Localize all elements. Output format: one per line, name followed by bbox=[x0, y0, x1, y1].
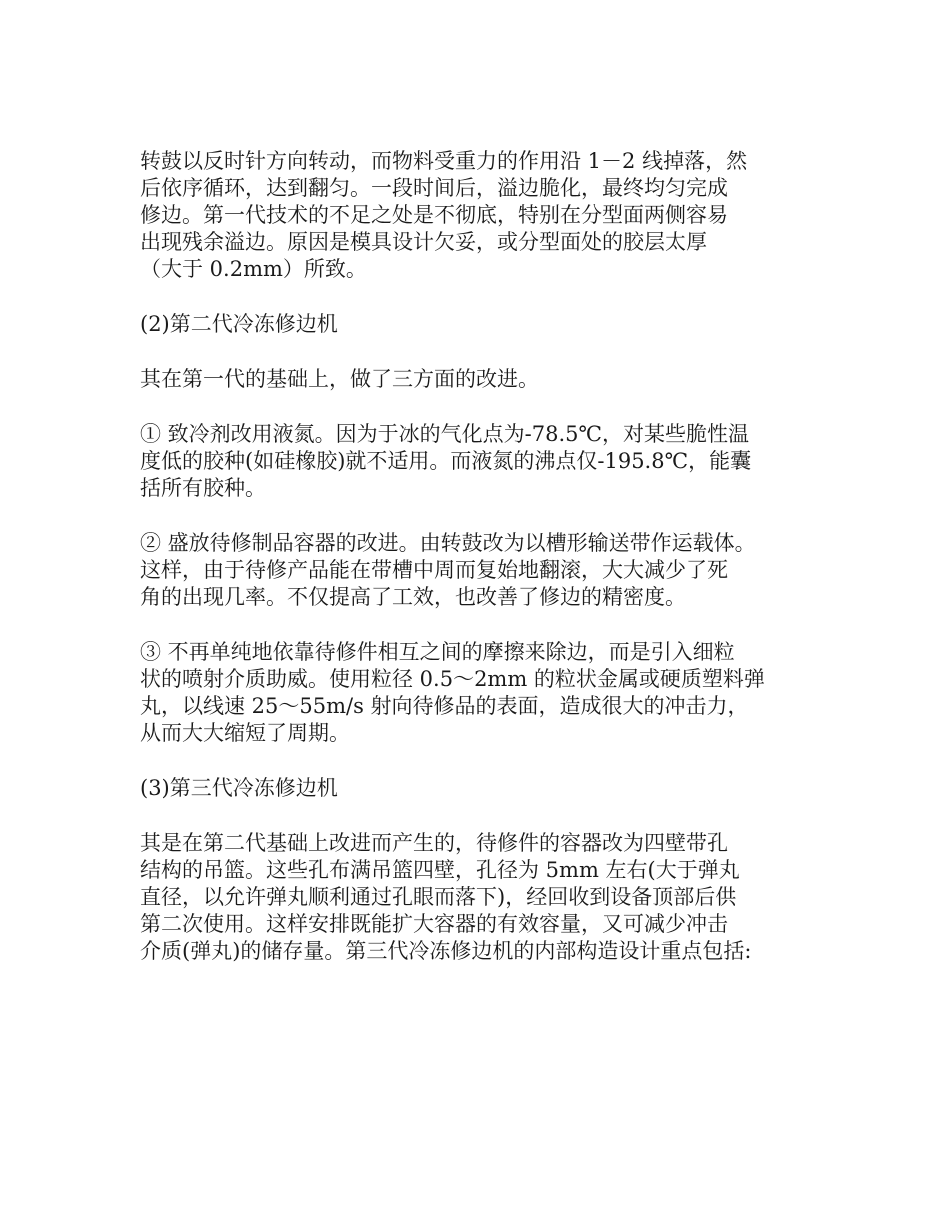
text-line: 结构的吊篮。这些孔布满吊篮四壁，孔径为 5mm 左右(大于弹丸 bbox=[140, 858, 740, 882]
paragraph-gap bbox=[140, 393, 840, 421]
text-line: 直径，以允许弹丸顺利通过孔眼而落下)，经回收到设备顶部后供 bbox=[140, 885, 737, 909]
text-line: 丸，以线速 25～55m/s 射向待修品的表面，造成很大的冲击力， bbox=[140, 694, 749, 718]
text-line: 这样，由于待修产品能在带槽中周而复始地翻滚，大大减少了死 bbox=[140, 558, 728, 582]
text-line: 后依序循环，达到翻匀。一段时间后，溢边脆化，最终均匀完成 bbox=[140, 176, 728, 200]
list-item-container-improvement bbox=[140, 530, 840, 611]
paragraph-gap bbox=[140, 338, 840, 366]
paragraph-improvements-intro: 其在第一代的基础上，做了三方面的改进。 bbox=[140, 367, 539, 391]
paragraph-basket-design bbox=[140, 830, 840, 965]
paragraph-gap bbox=[140, 502, 840, 530]
paragraph-drum-process bbox=[140, 148, 840, 283]
text-line: ③ 不再单纯地依靠待修件相互之间的摩擦来除边，而是引入细粒 bbox=[140, 640, 735, 664]
text-line: 角的出现几率。不仅提高了工效，也改善了修边的精密度。 bbox=[140, 585, 686, 609]
list-item-liquid-nitrogen bbox=[140, 421, 840, 502]
paragraph-gap bbox=[140, 283, 840, 311]
text-line: 其是在第二代基础上改进而产生的，待修件的容器改为四壁带孔 bbox=[140, 831, 728, 855]
list-item-blasting-media bbox=[140, 639, 840, 747]
paragraph-gap bbox=[140, 802, 840, 830]
text-line: 出现残余溢边。原因是模具设计欠妥，或分型面处的胶层太厚 bbox=[140, 230, 707, 254]
section-heading-third-gen: (3)第三代冷冻修边机 bbox=[140, 776, 338, 800]
section-heading-second-gen: (2)第二代冷冻修边机 bbox=[140, 312, 338, 336]
text-line: 括所有胶种。 bbox=[140, 476, 266, 500]
text-line: 状的喷射介质助威。使用粒径 0.5～2mm 的粒状金属或硬质塑料弹 bbox=[140, 667, 765, 691]
text-line: ② 盛放待修制品容器的改进。由转鼓改为以槽形输送带作运载体。 bbox=[140, 531, 756, 555]
text-line: 修边。第一代技术的不足之处是不彻底，特别在分型面两侧容易 bbox=[140, 203, 728, 227]
text-line: （大于 0.2mm）所致。 bbox=[140, 257, 367, 281]
text-line: 转鼓以反时针方向转动，而物料受重力的作用沿 1－2 线掉落，然 bbox=[140, 149, 748, 173]
paragraph-gap bbox=[140, 611, 840, 639]
text-line: 第二次使用。这样安排既能扩大容器的有效容量，又可减少冲击 bbox=[140, 912, 728, 936]
document-body bbox=[140, 148, 840, 965]
paragraph-gap bbox=[140, 747, 840, 775]
text-line: ① 致冷剂改用液氮。因为于冰的气化点为-78.5℃，对某些脆性温 bbox=[140, 422, 750, 446]
text-line: 介质(弹丸)的储存量。第三代冷冻修边机的内部构造设计重点包括: bbox=[140, 939, 752, 963]
text-line: 度低的胶种(如硅橡胶)就不适用。而液氮的沸点仅-195.8℃，能囊 bbox=[140, 449, 752, 473]
text-line: 从而大大缩短了周期。 bbox=[140, 721, 350, 745]
